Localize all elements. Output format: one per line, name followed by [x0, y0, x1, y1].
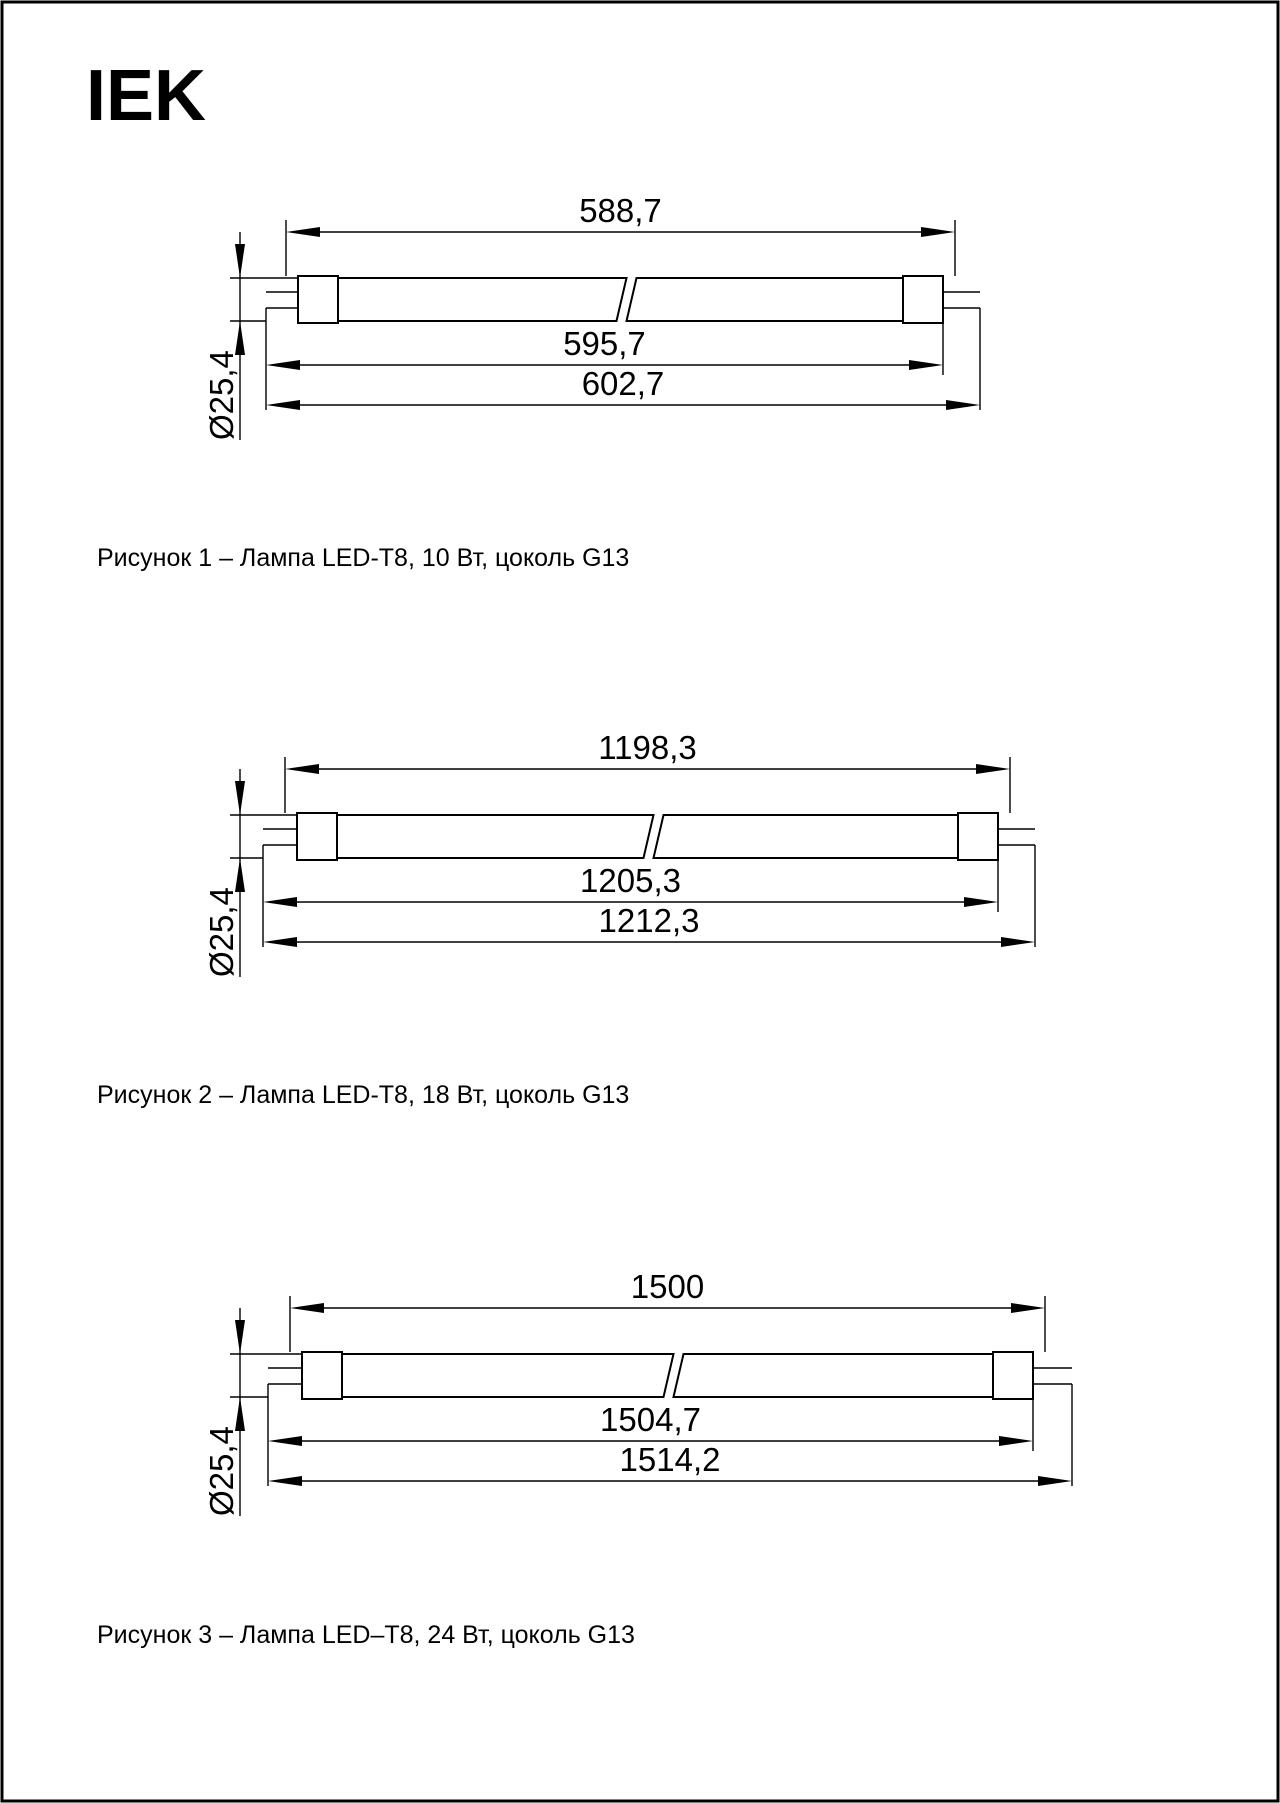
end-cap-left — [302, 1352, 342, 1399]
dim-mid-label: 1205,3 — [580, 862, 681, 899]
tube-left-half — [337, 815, 654, 858]
diameter-label: Ø25,4 — [203, 350, 240, 440]
figure-caption: Рисунок 1 – Лампа LED-T8, 10 Вт, цоколь G13 — [97, 544, 630, 572]
end-cap-right — [958, 813, 998, 860]
dim-bottom-label: 1514,2 — [619, 1441, 721, 1478]
tube-right-half — [654, 815, 959, 858]
tube-left-half — [338, 278, 627, 321]
dim-mid-label: 595,7 — [563, 325, 646, 362]
end-cap-right — [903, 276, 943, 323]
iek-logo: IEK — [86, 56, 207, 136]
tube-right-half — [627, 278, 904, 321]
figure-caption: Рисунок 3 – Лампа LED–T8, 24 Вт, цоколь G13 — [97, 1621, 635, 1649]
dim-mid-label: 1504,7 — [600, 1401, 701, 1438]
figure-caption: Рисунок 2 – Лампа LED-T8, 18 Вт, цоколь G13 — [97, 1081, 630, 1109]
dim-bottom-label: 602,7 — [581, 365, 665, 402]
diameter-label: Ø25,4 — [203, 887, 240, 977]
end-cap-left — [297, 813, 337, 860]
diameter-label: Ø25,4 — [203, 1426, 240, 1516]
dim-top-label: 588,7 — [579, 192, 662, 229]
tube-right-half — [674, 1354, 994, 1397]
dim-bottom-label: 1212,3 — [598, 902, 700, 939]
dim-top-label: 1198,3 — [598, 729, 697, 766]
tube-left-half — [342, 1354, 674, 1397]
dim-top-label: 1500 — [630, 1268, 705, 1305]
end-cap-right — [993, 1352, 1033, 1399]
end-cap-left — [298, 276, 338, 323]
